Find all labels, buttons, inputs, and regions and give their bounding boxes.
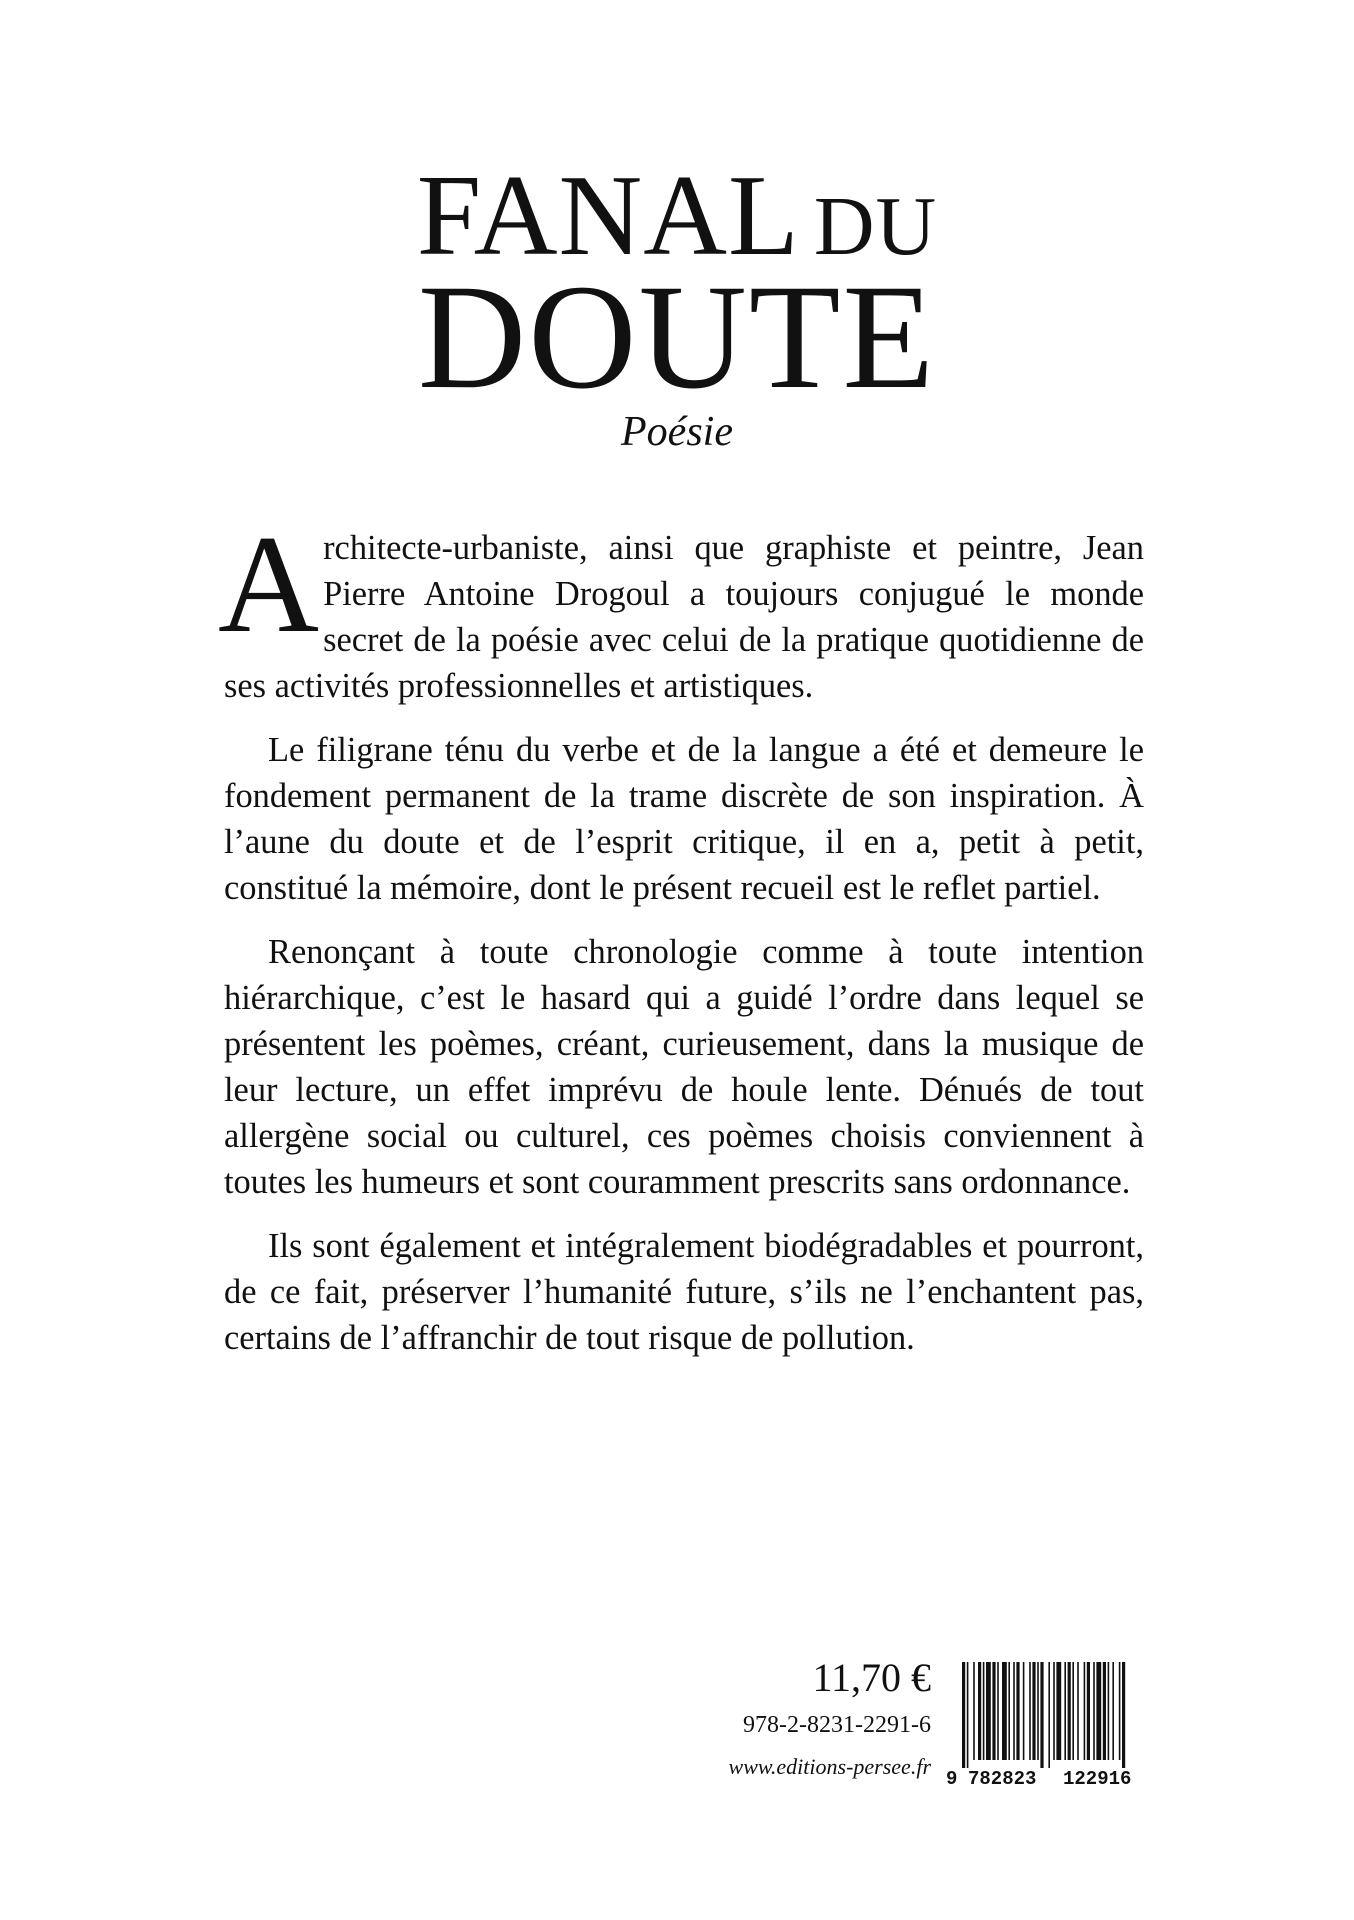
blurb-paragraph-2: Le filigrane ténu du verbe et de la langue a été et demeure le fondement permanent de la trame discrète de son inspiration. À l’aune du doute et de l’esprit critique, il en a, petit à petit, constitué la mémoire, dont le présent recueil est le reflet partiel.	[224, 731, 1144, 907]
barcode-bar	[1056, 1662, 1061, 1760]
price-label: 11,70 €	[812, 1655, 931, 1700]
barcode-bar	[1032, 1662, 1035, 1760]
barcode-bar	[962, 1662, 965, 1768]
barcode-bar	[1008, 1662, 1010, 1760]
barcode-bar	[1087, 1662, 1090, 1760]
barcode-bar	[1093, 1662, 1095, 1760]
barcode-digits-left: 782823	[968, 1768, 1037, 1788]
publisher-website: www.editions-persee.fr	[728, 1754, 931, 1779]
barcode-bar	[967, 1662, 969, 1768]
barcode-bar	[1040, 1662, 1043, 1768]
barcode-bar	[1084, 1662, 1086, 1760]
barcode-bar	[1077, 1662, 1079, 1760]
blurb-paragraph-1-text: rchitecte-urbaniste, ainsi que graphiste et peintre, Jean Pierre Antoine Drogoul a toujours conjugué le monde secret de la poésie avec celui de la pratique quotidienne de ses activités professionnelles et artistiques.	[224, 529, 1144, 705]
barcode-bar	[983, 1662, 985, 1760]
barcode-bar	[973, 1662, 975, 1760]
barcode-bar	[1112, 1662, 1114, 1760]
barcode-bar	[1053, 1662, 1055, 1760]
barcode-bar	[978, 1662, 981, 1760]
title-word-fanal: FANAL	[416, 152, 800, 280]
barcode-bar	[1119, 1662, 1121, 1760]
barcode-bar	[1013, 1662, 1015, 1760]
genre-label: Poésie	[621, 409, 733, 455]
barcode-bar	[1064, 1662, 1066, 1760]
barcode-bar	[1023, 1662, 1025, 1760]
blurb-paragraph-3: Renonçant à toute chronologie comme à toute intention hiérarchique, c’est le hasard qui a guidé l’ordre dans lequel se présentent les poèmes, créant, curieusement, dans la musique de leur lecture, un effet imprévu de houle lente. Dénués de tout allergène social ou culturel, ces poèmes choisis conviennent à toutes les humeurs et sont couramment prescrits sans ordonnance.	[224, 933, 1144, 1201]
barcode-bar	[992, 1662, 995, 1760]
drop-cap: A	[218, 507, 320, 662]
barcode-bar	[1072, 1662, 1074, 1760]
blurb-paragraph-1	[218, 507, 1144, 709]
barcode-bar	[1016, 1662, 1019, 1760]
barcode-bar	[986, 1662, 991, 1760]
barcode-bar	[1103, 1662, 1106, 1760]
back-cover-blurb	[218, 507, 1144, 1379]
barcode-bar	[1048, 1662, 1050, 1768]
barcode-bar	[1037, 1662, 1039, 1760]
book-title-line-2: DOUTE	[417, 254, 937, 420]
isbn-label: 978-2-8231-2291-6	[743, 1712, 931, 1738]
barcode-bar	[1108, 1662, 1110, 1760]
barcode-digit-prefix: 9	[946, 1768, 958, 1788]
blurb-paragraph-4: Ils sont également et intégralement biodégradables et pourront, de ce fait, préserver l’humanité future, s’ils ne l’enchantent pas, certains de l’affranchir de tout risque de pollution.	[224, 1227, 1144, 1357]
barcode-bar	[1122, 1662, 1125, 1768]
barcode-image	[940, 1660, 1168, 1788]
title-word-du: DU	[813, 180, 938, 273]
barcode-bar	[1068, 1662, 1071, 1760]
barcode-bar	[997, 1662, 999, 1760]
barcode-bar	[1096, 1662, 1101, 1760]
barcode-bars	[962, 1662, 1125, 1768]
barcode-digits-right: 122916	[1063, 1768, 1132, 1788]
barcode-bar	[1029, 1662, 1031, 1760]
barcode-bar	[1002, 1662, 1007, 1760]
